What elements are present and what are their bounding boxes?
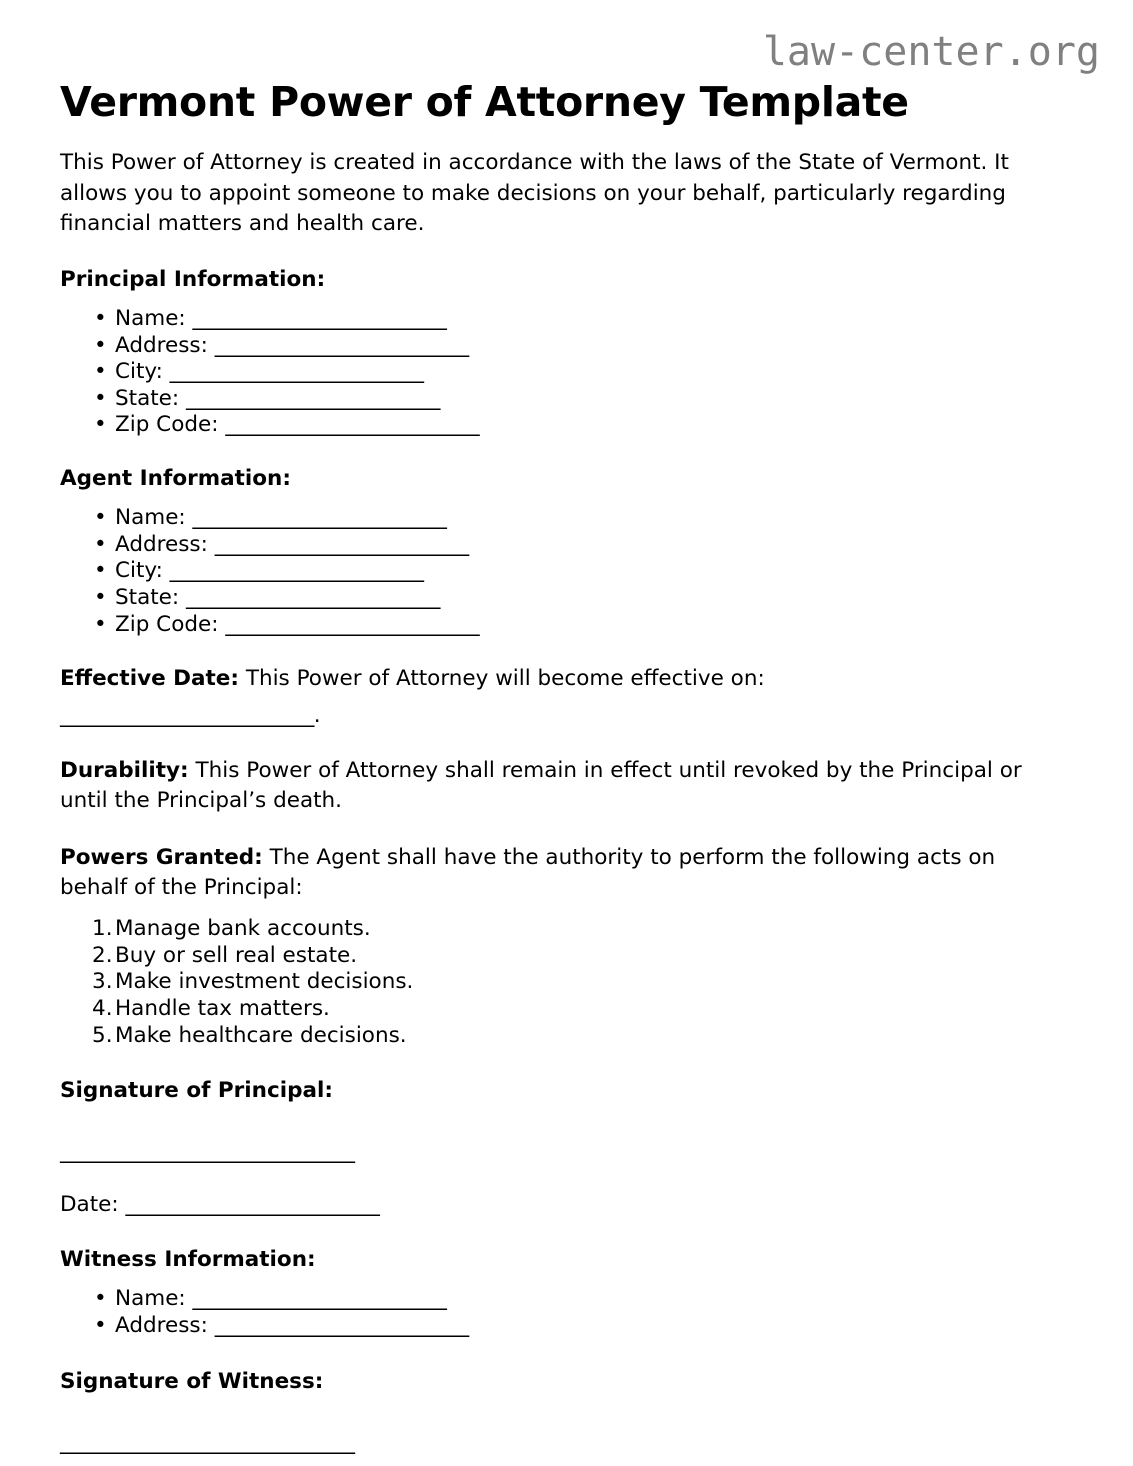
witness-information-heading: Witness Information: (60, 1247, 316, 1273)
list-item: Make healthcare decisions. (115, 1022, 407, 1048)
list-item: Manage bank accounts. (115, 915, 371, 941)
witness-information-fields (60, 1274, 1073, 1339)
list-item (60, 532, 1073, 559)
agent-information-heading: Agent Information: (60, 466, 291, 492)
principal-information-heading: Principal Information: (60, 266, 326, 292)
list-item (60, 558, 1073, 585)
principal-date-blank[interactable]: _________________________ (125, 1191, 380, 1217)
field-label: Name: (115, 1286, 186, 1312)
powers-granted-paragraph (60, 817, 1060, 904)
powers-granted-label: Powers Granted: (60, 844, 263, 870)
list-item (60, 333, 1073, 360)
signature-of-principal-heading: Signature of Principal: (60, 1078, 333, 1104)
list-item: Make investment decisions. (115, 969, 414, 995)
signature-of-witness-heading: Signature of Witness: (60, 1368, 324, 1394)
field-blank[interactable]: _________________________ (225, 611, 480, 637)
field-label: Address: (115, 531, 208, 557)
durability-text: This Power of Attorney shall remain in effect until revoked by the Principal or until the Principal’s death. (60, 757, 1022, 814)
principal-information-fields (60, 294, 1073, 439)
field-label: Zip Code: (115, 611, 219, 637)
list-item (60, 505, 1073, 532)
field-blank[interactable]: _________________________ (169, 359, 424, 385)
field-label: Address: (115, 1313, 208, 1339)
field-blank[interactable]: _________________________ (192, 505, 447, 531)
principal-date-row (60, 1166, 1073, 1219)
list-item (60, 359, 1073, 386)
effective-date-blank[interactable]: _________________________. (60, 702, 320, 728)
field-label: Name: (115, 305, 186, 331)
agent-information-fields (60, 493, 1073, 638)
list-item: Buy or sell real estate. (115, 942, 358, 968)
list-item (60, 1313, 1073, 1340)
durability-paragraph (60, 730, 1060, 817)
field-blank[interactable]: _________________________ (225, 412, 480, 438)
list-item (60, 412, 1073, 439)
effective-date-text: This Power of Attorney will become effective on: (238, 666, 765, 692)
site-watermark: law-center.org (762, 29, 1100, 75)
powers-granted-text: The Agent shall have the authority to perform the following acts on behalf of the Principal: (60, 844, 996, 901)
list-item: Handle tax matters. (115, 995, 330, 1021)
durability-label: Durability: (60, 757, 189, 783)
field-blank[interactable]: _________________________ (214, 531, 469, 557)
effective-date-paragraph (60, 638, 1060, 695)
field-blank[interactable]: _________________________ (214, 1313, 469, 1339)
field-label: State: (115, 585, 180, 611)
field-label: Name: (115, 505, 186, 531)
field-label: Address: (115, 332, 208, 358)
principal-signature-blank[interactable]: _____________________________ (60, 1139, 355, 1165)
powers-granted-list (60, 904, 1073, 1049)
field-label: State: (115, 385, 180, 411)
field-blank[interactable]: _________________________ (169, 558, 424, 584)
field-label: Zip Code: (115, 412, 219, 438)
intro-paragraph: This Power of Attorney is created in accordance with the laws of the State of Vermont. It allows you to appoint someone to make decisions on your behalf, particularly regarding financial matters and health care. (60, 150, 1009, 237)
list-item (60, 1286, 1073, 1313)
page-title: Vermont Power of Attorney Template (60, 78, 909, 126)
effective-date-label: Effective Date: (60, 666, 239, 692)
field-blank[interactable]: _________________________ (186, 585, 440, 611)
list-item (60, 585, 1073, 612)
list-item (60, 612, 1073, 639)
list-item (60, 386, 1073, 413)
field-label: City: (115, 359, 163, 385)
witness-signature-blank[interactable]: _____________________________ (60, 1429, 355, 1455)
field-blank[interactable]: _________________________ (186, 385, 440, 411)
date-label: Date: (60, 1191, 119, 1217)
field-blank[interactable]: _________________________ (214, 332, 469, 358)
list-item (60, 306, 1073, 333)
field-blank[interactable]: _________________________ (192, 1286, 447, 1312)
field-label: City: (115, 558, 163, 584)
field-blank[interactable]: _________________________ (192, 305, 447, 331)
